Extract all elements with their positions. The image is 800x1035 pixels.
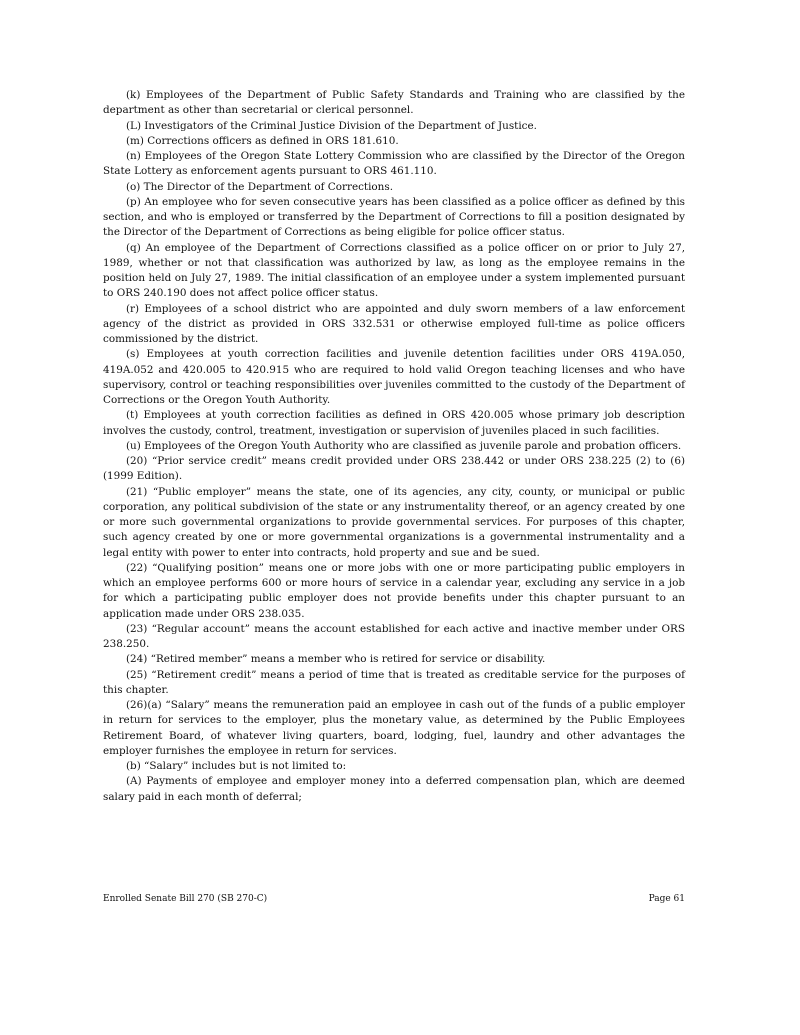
page-number: Page 61 <box>648 894 685 904</box>
paragraph-24: (24) “Retired member” means a member who is retired for service or disability. <box>126 653 546 666</box>
paragraph-22: (22) “Qualifying position” means one or more jobs with one or more participating public employers in which an employee performs 600 or more hours of service in a calendar year, excluding any service in a job for which a participating public employer does not provide benefits under this chapter pursuant to an application made under ORS 238.035. <box>103 561 685 620</box>
paragraph-t: (t) Employees at youth correction facilities as defined in ORS 420.005 whose primary job description involves the custody, control, treatment, investigation or supervision of juveniles placed in such facilities. <box>103 409 685 437</box>
paragraph-n: (n) Employees of the Oregon State Lottery Commission who are classified by the Director of the Oregon State Lottery as enforcement agents pursuant to ORS 461.110. <box>103 150 685 178</box>
paragraph-26a: (26)(a) “Salary” means the remuneration paid an employee in cash out of the funds of a public employer in return for services to the employer, plus the monetary value, as determined by the Public Employees Retirement Board, of whatever living quarters, board, lodging, fuel, laundry and other advantages the employer furnishes the employee in return for services. <box>103 699 685 757</box>
paragraph-26b: (b) “Salary” includes but is not limited to: <box>126 760 347 772</box>
paragraph-q: (q) An employee of the Department of Corrections classified as a police officer on or prior to July 27, 1989, whether or not that classification was authorized by law, as long as the employee remains in the position held on July 27, 1989. The initial classification of an employee under a system implemented pursuant to ORS 240.190 does not affect police officer status. <box>103 241 685 300</box>
paragraph-20: (20) “Prior service credit” means credit provided under ORS 238.442 or under ORS 238.225 (2) to (6) (1999 Edition). <box>103 455 685 483</box>
paragraph-21: (21) “Public employer” means the state, one of its agencies, any city, county, or municipal or public corporation, any political subdivision of the state or any instrumentality thereof, or an agency created by one or more such governmental organizations to provide governmental services. For purposes of this chapter, such agency created by one or more governmental organizations is a governmental instrumentality and a legal entity with power to enter into contracts, hold property and sue and be sued. <box>103 485 685 559</box>
paragraph-r: (r) Employees of a school district who are appointed and duly sworn members of a law enforcement agency of the district as provided in ORS 332.531 or otherwise employed full-time as police officers commissioned by the district. <box>103 302 685 345</box>
paragraph-u: (u) Employees of the Oregon Youth Authority who are classified as juvenile parole and probation officers. <box>126 439 682 452</box>
paragraph-25: (25) “Retirement credit” means a period of time that is treated as creditable service for the purposes of this chapter. <box>103 668 685 696</box>
paragraph-p: (p) An employee who for seven consecutive years has been classified as a police officer as defined by this section, and who is employed or transferred by the Department of Corrections to fill a position designated by the Director of the Department of Corrections as being eligible for police officer status. <box>103 195 685 239</box>
bill-identifier: Enrolled Senate Bill 270 (SB 270-C) <box>103 894 268 904</box>
paragraph-m: (m) Corrections officers as defined in ORS 181.610. <box>126 134 399 147</box>
paragraph-k: (k) Employees of the Department of Public Safety Standards and Training who are classified by the department as other than secretarial or clerical personnel. <box>103 89 685 117</box>
paragraph-26b-A: (A) Payments of employee and employer money into a deferred compensation plan, which are deemed salary paid in each month of deferral; <box>103 775 685 803</box>
paragraph-o: (o) The Director of the Department of Corrections. <box>126 180 393 193</box>
document-body <box>103 88 685 805</box>
paragraph-23: (23) “Regular account” means the account established for each active and inactive member under ORS 238.250. <box>103 622 685 650</box>
paragraph-s: (s) Employees at youth correction facilities and juvenile detention facilities under ORS 419A.050, 419A.052 and 420.005 to 420.915 who are required to hold valid Oregon teaching licenses and who have supervisory, control or teaching responsibilities over juveniles committed to the custody of the Department of Corrections or the Oregon Youth Authority. <box>103 348 685 406</box>
paragraph-l: (L) Investigators of the Criminal Justice Division of the Department of Justice. <box>126 119 537 132</box>
